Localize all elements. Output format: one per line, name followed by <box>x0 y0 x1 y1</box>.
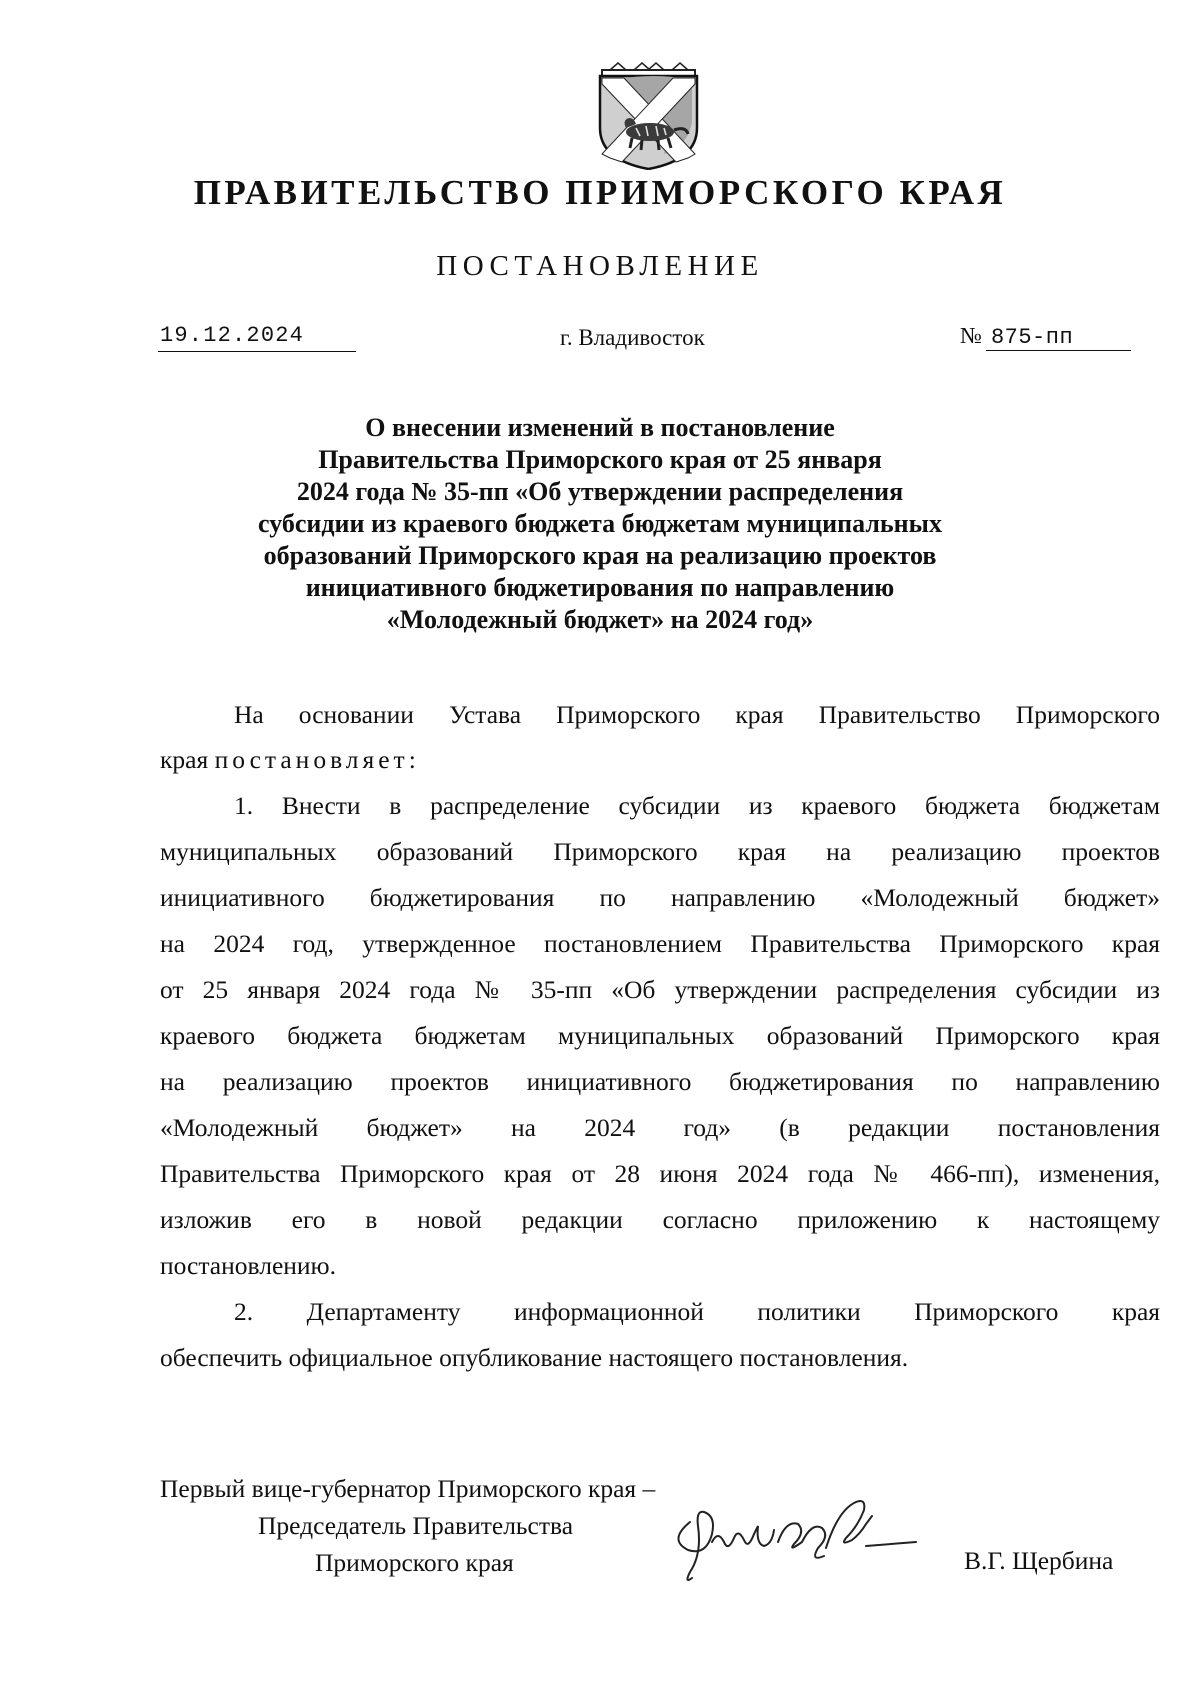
subject-line: инициативного бюджетирования по направлению <box>305 573 895 602</box>
item1-line: изложив его в новой редакции согласно приложению к настоящему <box>160 1205 1160 1234</box>
item1-line: инициативного бюджетирования по направлению «Молодежный бюджет» <box>160 883 1160 912</box>
subject-line: Правительства Приморского края от 25 января <box>318 445 882 474</box>
item1-line: краевого бюджета бюджетам муниципальных образований Приморского края <box>160 1021 1160 1050</box>
document-date <box>158 323 356 352</box>
subject-line: «Молодежный бюджет» на 2024 год» <box>386 605 814 634</box>
government-title: ПРАВИТЕЛЬСТВО ПРИМОРСКОГО КРАЯ <box>193 173 1007 212</box>
document-subject <box>160 412 1040 636</box>
subject-line: О внесении изменений в постановление <box>365 413 835 442</box>
date-value: 19.12.2024 <box>160 323 305 348</box>
item1-line: на реализацию проектов инициативного бюджетирования по направлению <box>160 1067 1160 1096</box>
signatory-name: В.Г. Щербина <box>964 1546 1114 1575</box>
item1-line: 1. Внести в распределение субсидии из краевого бюджета бюджетам <box>234 791 1160 820</box>
number-value: 875-пп <box>986 325 1131 351</box>
handwritten-signature-icon <box>660 1482 930 1592</box>
item1-line: «Молодежный бюджет» на 2024 год» (в редакции постановления <box>160 1113 1160 1142</box>
preamble-line <box>160 745 1160 775</box>
item1-line: постановлению. <box>160 1251 336 1280</box>
document-city: г. Владивосток <box>560 325 705 350</box>
item1-line: на 2024 год, утвержденное постановлением Правительства Приморского края <box>160 929 1160 958</box>
signatory-position: Председатель Правительства <box>258 1511 574 1540</box>
preamble-line: На основании Устава Приморского края Правительство Приморского <box>234 700 1160 729</box>
document-type: ПОСТАНОВЛЕНИЕ <box>436 250 764 282</box>
item2-line: обеспечить официальное опубликование настоящего постановления. <box>160 1343 909 1372</box>
resolves-word: постановляет: <box>214 745 420 774</box>
item1-line: Правительства Приморского края от 28 июня 2024 года № 466-пп), изменения, <box>160 1159 1160 1188</box>
signatory-position: Первый вице-губернатор Приморского края – <box>160 1474 656 1503</box>
item1-line: от 25 января 2024 года № 35-пп «Об утверждении распределения субсидии из <box>160 975 1160 1004</box>
date-underline <box>158 351 356 352</box>
subject-line: 2024 года № 35-пп «Об утверждении распределения <box>296 477 904 506</box>
coat-of-arms-icon <box>596 62 701 170</box>
item1-line: муниципальных образований Приморского края на реализацию проектов <box>160 837 1160 866</box>
item2-line: 2. Департаменту информационной политики Приморского края <box>234 1297 1160 1326</box>
subject-line: образований Приморского края на реализацию проектов <box>263 541 937 570</box>
preamble-prefix: края <box>160 745 209 774</box>
subject-line: субсидии из краевого бюджета бюджетам муниципальных <box>258 509 942 538</box>
signatory-position: Приморского края <box>315 1548 514 1577</box>
document-number <box>960 323 1138 351</box>
number-sign: № <box>960 323 982 348</box>
